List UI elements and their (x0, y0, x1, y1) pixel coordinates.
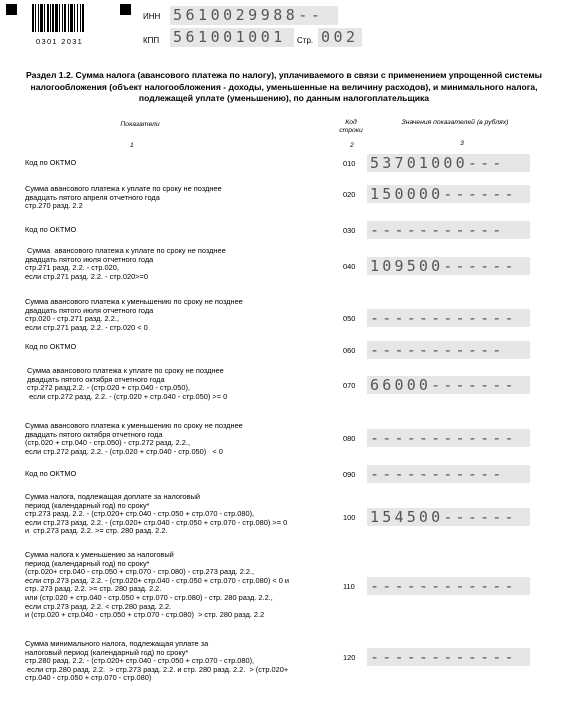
row-040-code: 040 (343, 262, 356, 271)
row-050-code: 050 (343, 314, 356, 323)
row-080-label: Сумма авансового платежа к уменьшению по сроку не позднее двадцать пятого октября отчетного года (стр.020 + стр.040 - стр.050) - стр.272 разд. 2.2., если стр.272 разд. 2.2. - (стр.020 + стр.040 - стр.050) < 0 (25, 421, 243, 456)
row-090-label: Код по ОКТМО (25, 469, 77, 478)
row-120-code: 120 (343, 653, 356, 662)
row-120-label: Сумма минимального налога, подлежащая уплате за налоговый период (календарный год) по сроку* стр.280 разд. 2.2. - (стр.020+ стр.040 - стр.050 + стр.070 - стр.080), если стр.280 разд. 2.2. > стр.273 разд. 2.2. и стр. 280 разд. 2.2. > (стр.020+ стр.040 - стр.050 + стр.070 - стр.080) (25, 639, 289, 683)
row-040-label: Сумма авансового платежа к уплате по сроку не позднее двадцать пятого июля отчетного года стр.271 разд. 2.2. - стр.020, если стр.271 разд. 2.2. - стр.020>=0 (25, 246, 226, 281)
row-100-code: 100 (343, 513, 356, 522)
row-020-label: Сумма авансового платежа к уплате по сроку не позднее двадцать пятого апреля отчетного года стр.270 разд. 2.2 (25, 184, 222, 211)
barcode-number: 0301 2031 (36, 37, 84, 46)
corner-marker-right (120, 4, 131, 15)
row-120-value[interactable]: ------------ (367, 648, 530, 666)
row-040-value[interactable]: 109500------ (367, 257, 530, 275)
row-100-label: Сумма налога, подлежащая доплате за налоговый период (календарный год) по сроку* стр.273 разд. 2.2. - (стр.020+ стр.040 - стр.050 + стр.070 - стр.080), если стр.273 разд. 2.2. - (стр.020+ стр.040 - стр.050 + стр.070 - стр.080) >= 0 и стр.273 разд. 2.2. >= стр. 280 разд. 2.2. (25, 492, 288, 536)
row-030-label: Код по ОКТМО (25, 225, 77, 234)
row-110-value[interactable]: ------------ (367, 577, 530, 595)
column-number-3: 3 (460, 140, 464, 147)
column-number-1: 1 (130, 142, 134, 149)
barcode-bar (47, 4, 49, 32)
kpp-field[interactable]: 561001001 (170, 28, 294, 47)
barcode-bar (64, 4, 66, 32)
row-070-code: 070 (343, 381, 356, 390)
column-header-indicators: Показатели (120, 121, 160, 128)
barcode (32, 4, 106, 32)
row-110-code: 110 (343, 582, 355, 591)
row-010-label: Код по ОКТМО (25, 158, 77, 167)
row-060-value[interactable]: ----------- (367, 341, 530, 359)
barcode-bar (52, 4, 54, 32)
row-090-value[interactable]: ----------- (367, 465, 530, 483)
row-050-label: Сумма авансового платежа к уменьшению по сроку не позднее двадцать пятого июля отчетного года стр.020 - стр.271 разд. 2.2., если стр.271 разд. 2.2. - стр.020 < 0 (25, 297, 243, 332)
column-header-values: Значения показателей (в рублях) (401, 119, 509, 126)
barcode-bar (82, 4, 84, 32)
row-100-value[interactable]: 154500------ (367, 508, 530, 526)
barcode-bar (38, 4, 39, 32)
barcode-bar (35, 4, 36, 32)
row-030-code: 030 (343, 226, 356, 235)
barcode-bar (50, 4, 51, 32)
section-title: Раздел 1.2. Сумма налога (авансового платежа по налогу), уплачиваемого в связи с применением упрощенной системы налогообложения (объект налогообложения - доходы, уменьшенные на величину расходов), и минимального налога, подлежащей уплате (уменьшению), по данным налогоплательщика (25, 70, 543, 103)
row-020-code: 020 (343, 190, 356, 199)
row-010-code: 010 (343, 159, 356, 168)
page-label: Стр. (297, 36, 314, 45)
barcode-bar (70, 4, 73, 32)
row-070-value[interactable]: 66000------- (367, 376, 530, 394)
barcode-bar (77, 4, 78, 32)
column-header-line-code: Код строки (339, 119, 363, 134)
row-030-value[interactable]: ----------- (367, 221, 530, 239)
row-050-value[interactable]: ------------ (367, 309, 530, 327)
column-number-2: 2 (350, 142, 354, 149)
row-020-value[interactable]: 150000------ (367, 185, 530, 203)
barcode-bar (74, 4, 75, 32)
row-080-value[interactable]: ------------ (367, 429, 530, 447)
barcode-bar (32, 4, 34, 32)
kpp-label: КПП (143, 36, 160, 45)
row-060-label: Код по ОКТМО (25, 342, 77, 351)
row-070-label: Сумма авансового платежа к уплате по сроку не позднее двадцать пятого октября отчетного года стр.272 разд.2.2. - (стр.020 + стр.040 - стр.050), если стр.272 разд. 2.2. - (стр.020 + стр.040 - стр.050) >= 0 (27, 366, 228, 401)
row-010-value[interactable]: 53701000--- (367, 154, 530, 172)
row-110-label: Сумма налога к уменьшению за налоговый период (календарный год) по сроку* (стр.020+ стр.040 - стр.050 + стр.070 - стр.080) - стр.273 разд. 2.2., если стр.273 разд. 2.2. - (стр.020+ стр.040 - стр.050 + стр.070 - стр.080) < 0 и стр. 273 разд. 2.2. >= стр. 280 разд. 2.2. или (стр.020 + стр.040 - стр.050 + стр.070 - стр.080) - стр. 280 разд. 2.2., если стр.273 разд. 2.2. < стр.280 разд. 2.2. и (стр.020 + стр.040 - стр.050 + стр.070 - стр.080) > стр. 280 разд. 2.2 (25, 550, 290, 620)
barcode-bar (80, 4, 81, 32)
inn-label: ИНН (143, 12, 161, 21)
row-080-code: 080 (343, 434, 356, 443)
row-090-code: 090 (343, 470, 356, 479)
corner-marker-left (6, 4, 17, 15)
row-060-code: 060 (343, 346, 356, 355)
page-number-field[interactable]: 002 (318, 28, 362, 47)
barcode-bar (62, 4, 63, 32)
inn-field[interactable]: 5610029988-- (170, 6, 338, 25)
barcode-bar (40, 4, 43, 32)
barcode-bar (44, 4, 45, 32)
barcode-bar (59, 4, 60, 32)
barcode-bar (55, 4, 58, 32)
barcode-bar (68, 4, 69, 32)
